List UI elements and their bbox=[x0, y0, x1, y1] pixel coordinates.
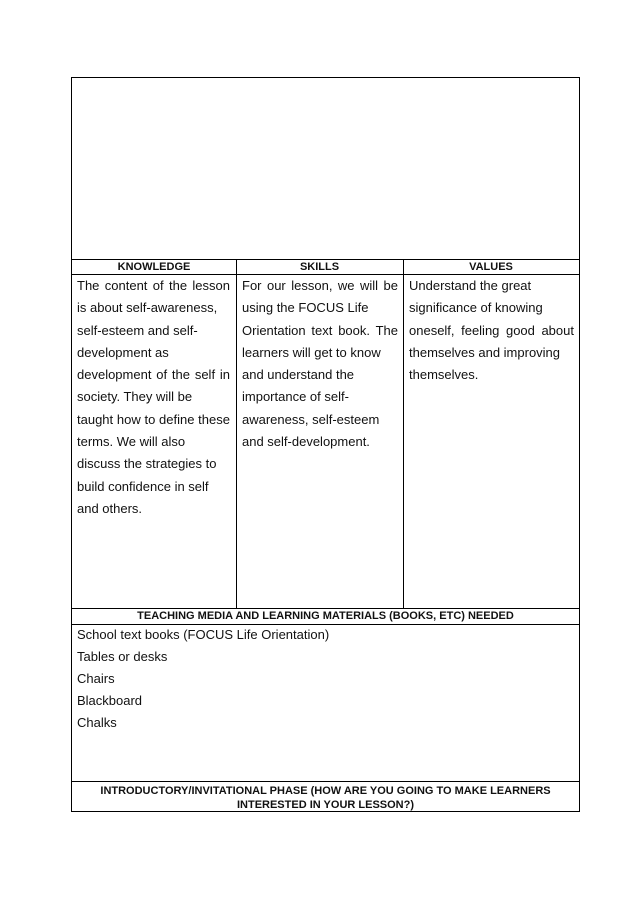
row-divider bbox=[72, 781, 579, 782]
knowledge-line: development as bbox=[77, 344, 169, 360]
knowledge-header: KNOWLEDGE bbox=[117, 261, 191, 273]
knowledge-line: build confidence in self bbox=[77, 478, 209, 494]
knowledge-line: development of the self in bbox=[77, 367, 230, 383]
knowledge-line: and others. bbox=[77, 500, 143, 516]
teaching-media-header: TEACHING MEDIA AND LEARNING MATERIALS (BOOKS, ETC) NEEDED bbox=[137, 610, 514, 622]
values-text bbox=[409, 275, 574, 386]
values-line: themselves and improving bbox=[409, 344, 561, 360]
skills-line: awareness, self-esteem bbox=[242, 411, 380, 427]
lesson-plan-table bbox=[71, 77, 580, 812]
skills-header: SKILLS bbox=[299, 261, 340, 273]
values-line: significance of knowing bbox=[409, 300, 543, 316]
skills-line: and understand the bbox=[242, 367, 355, 383]
knowledge-line: society. They will be bbox=[77, 389, 193, 405]
column-divider bbox=[236, 259, 237, 608]
skills-line: Orientation text book. The bbox=[242, 322, 398, 338]
knowledge-line: The content of the lesson bbox=[77, 278, 230, 293]
row-divider bbox=[72, 259, 579, 260]
teaching-media-item: Chairs bbox=[77, 671, 115, 686]
knowledge-line: discuss the strategies to bbox=[77, 456, 217, 472]
skills-line: importance of self- bbox=[242, 389, 349, 405]
teaching-media-item: Chalks bbox=[77, 715, 117, 730]
introductory-phase-header-line: INTRODUCTORY/INVITATIONAL PHASE (HOW ARE YOU GOING TO MAKE LEARNERS bbox=[100, 785, 551, 797]
values-header: VALUES bbox=[469, 261, 513, 273]
skills-line: using the FOCUS Life bbox=[242, 300, 369, 316]
teaching-media-item: School text books (FOCUS Life Orientation) bbox=[77, 627, 330, 642]
values-line: oneself, feeling good about bbox=[409, 322, 574, 338]
teaching-media-item: Tables or desks bbox=[77, 649, 168, 664]
skills-line: learners will get to know bbox=[242, 344, 381, 360]
skills-text bbox=[242, 275, 398, 453]
row-divider bbox=[72, 608, 579, 609]
values-line: Understand the great bbox=[409, 278, 532, 293]
empty-top-cell bbox=[72, 78, 579, 259]
teaching-media-list bbox=[77, 624, 572, 734]
knowledge-line: terms. We will also bbox=[77, 434, 186, 450]
column-divider bbox=[403, 259, 404, 608]
introductory-phase-header bbox=[72, 784, 579, 812]
knowledge-text bbox=[77, 275, 230, 520]
knowledge-line: taught how to define these bbox=[77, 411, 230, 427]
values-line: themselves. bbox=[409, 367, 479, 383]
skills-line: and self-development. bbox=[242, 434, 370, 450]
knowledge-line: is about self-awareness, bbox=[77, 300, 218, 316]
skills-line: For our lesson, we will be bbox=[242, 278, 398, 293]
introductory-phase-header-line: INTERESTED IN YOUR LESSON?) bbox=[236, 799, 415, 811]
knowledge-line: self-esteem and self- bbox=[77, 322, 198, 338]
teaching-media-item: Blackboard bbox=[77, 693, 143, 708]
